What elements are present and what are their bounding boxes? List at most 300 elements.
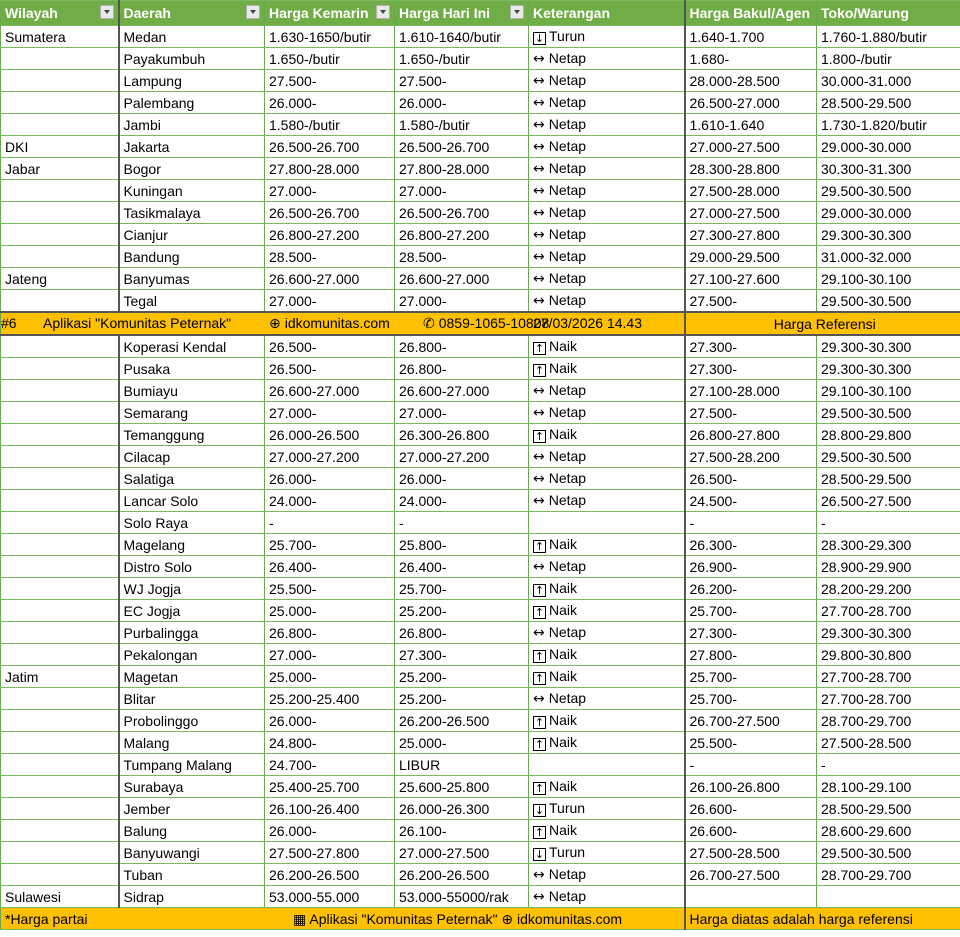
header-keterangan[interactable]: Keterangan — [529, 1, 685, 26]
cell-harga-hari-ini: 25.200- — [395, 688, 529, 710]
cell-harga-bakul: 25.700- — [685, 666, 817, 688]
cell-harga-bakul: 27.100-28.000 — [685, 380, 817, 402]
status-label: Netap — [548, 448, 587, 464]
footer-app-label: Aplikasi "Komunitas Peternak" — [309, 910, 498, 927]
cell-harga-kemarin: 25.000- — [265, 600, 395, 622]
cell-harga-hari-ini: 26.800-27.200 — [395, 224, 529, 246]
banner-datetime: 27/03/2026 14.43 — [533, 315, 642, 331]
footer-ref-note: Harga diatas adalah harga referensi — [685, 908, 960, 930]
table-row — [1, 402, 960, 424]
globe-icon: ⊕ — [269, 316, 281, 332]
cell-harga-kemarin: 28.500- — [265, 246, 395, 268]
status-label: Netap — [548, 204, 587, 220]
cell-keterangan — [529, 666, 685, 688]
cell-toko-warung: 28.900-29.900 — [817, 556, 960, 578]
cell-daerah: Magetan — [119, 666, 265, 688]
status-label: Netap — [548, 888, 587, 904]
cell-toko-warung: 29.800-30.800 — [817, 644, 960, 666]
status-label: Naik — [549, 338, 578, 354]
cell-harga-hari-ini: 27.500- — [395, 70, 529, 92]
flat-arrow-icon: ↔ — [533, 249, 545, 265]
up-arrow-icon: ↑ — [534, 716, 545, 729]
cell-harga-hari-ini: 26.100- — [395, 820, 529, 842]
flat-arrow-icon: ↔ — [533, 625, 545, 641]
table-row — [1, 468, 960, 490]
cell-toko-warung: 28.500-29.500 — [817, 468, 960, 490]
cell-wilayah — [1, 534, 119, 556]
cell-daerah: Malang — [119, 732, 265, 754]
cell-toko-warung: 29.100-30.100 — [817, 268, 960, 290]
cell-wilayah — [1, 468, 119, 490]
cell-harga-kemarin: 26.000- — [265, 468, 395, 490]
cell-harga-kemarin: 26.600-27.000 — [265, 268, 395, 290]
cell-harga-kemarin: 26.200-26.500 — [265, 864, 395, 886]
status-label: Naik — [549, 712, 578, 728]
cell-harga-bakul: 24.500- — [685, 490, 817, 512]
cell-harga-bakul — [685, 886, 817, 908]
cell-daerah: Payakumbuh — [119, 48, 265, 70]
cell-daerah: Palembang — [119, 92, 265, 114]
cell-daerah: EC Jogja — [119, 600, 265, 622]
flat-arrow-icon: ↔ — [533, 293, 545, 309]
cell-daerah: Tasikmalaya — [119, 202, 265, 224]
cell-harga-bakul: 27.500- — [685, 402, 817, 424]
banner-number: #6 — [1, 315, 17, 331]
table-row — [1, 534, 960, 556]
cell-toko-warung: 31.000-32.000 — [817, 246, 960, 268]
cell-harga-kemarin: 1.580-/butir — [265, 114, 395, 136]
cell-keterangan — [529, 776, 685, 798]
flat-arrow-icon: ↔ — [533, 383, 545, 399]
status-label: Netap — [548, 382, 587, 398]
table-row — [1, 490, 960, 512]
table-row — [1, 666, 960, 688]
cell-harga-kemarin: 27.000- — [265, 402, 395, 424]
cell-wilayah — [1, 732, 119, 754]
banner-number-wrap — [1, 315, 17, 331]
cell-harga-hari-ini: 26.500-26.700 — [395, 136, 529, 158]
table-row — [1, 246, 960, 268]
cell-toko-warung: 28.500-29.500 — [817, 92, 960, 114]
cell-harga-kemarin: 53.000-55.000 — [265, 886, 395, 908]
cell-keterangan — [529, 578, 685, 600]
cell-toko-warung: 29.000-30.000 — [817, 136, 960, 158]
banner-phone-label: 0859-1065-10808 — [438, 315, 550, 331]
cell-daerah: Balung — [119, 820, 265, 842]
banner-datetime-wrap — [533, 315, 642, 331]
cell-keterangan — [529, 732, 685, 754]
table-row — [1, 820, 960, 842]
table-row — [1, 710, 960, 732]
cell-wilayah — [1, 180, 119, 202]
cell-toko-warung: 29.000-30.000 — [817, 202, 960, 224]
cell-harga-kemarin: 25.500- — [265, 578, 395, 600]
status-label: Naik — [549, 822, 578, 838]
cell-harga-kemarin: 26.500- — [265, 358, 395, 380]
cell-harga-hari-ini: 1.610-1640/butir — [395, 26, 529, 48]
cell-daerah: Kuningan — [119, 180, 265, 202]
cell-keterangan — [529, 402, 685, 424]
cell-harga-bakul: 26.600- — [685, 798, 817, 820]
table-row — [1, 26, 960, 48]
cell-keterangan — [529, 268, 685, 290]
footer-row — [1, 908, 960, 930]
cell-keterangan — [529, 490, 685, 512]
cell-keterangan — [529, 512, 685, 534]
up-arrow-icon: ↑ — [534, 540, 545, 553]
cell-harga-kemarin: 25.400-25.700 — [265, 776, 395, 798]
cell-daerah: Banyumas — [119, 268, 265, 290]
cell-wilayah — [1, 820, 119, 842]
cell-harga-hari-ini: 26.600-27.000 — [395, 268, 529, 290]
flat-arrow-icon: ↔ — [533, 73, 545, 89]
table-row — [1, 268, 960, 290]
cell-toko-warung: 29.300-30.300 — [817, 622, 960, 644]
cell-wilayah — [1, 512, 119, 534]
cell-harga-bakul: 27.000-27.500 — [685, 136, 817, 158]
cell-harga-kemarin: 1.650-/butir — [265, 48, 395, 70]
cell-harga-kemarin: 24.800- — [265, 732, 395, 754]
info-banner-row — [1, 312, 960, 335]
cell-keterangan — [529, 92, 685, 114]
flat-arrow-icon: ↔ — [533, 183, 545, 199]
cell-keterangan — [529, 202, 685, 224]
cell-harga-hari-ini: 1.580-/butir — [395, 114, 529, 136]
cell-harga-hari-ini: 25.600-25.800 — [395, 776, 529, 798]
up-arrow-icon: ↑ — [534, 364, 545, 377]
table-row — [1, 688, 960, 710]
cell-toko-warung: 27.700-28.700 — [817, 688, 960, 710]
flat-arrow-icon: ↔ — [533, 205, 545, 221]
cell-harga-hari-ini: 26.500-26.700 — [395, 202, 529, 224]
phone-icon: ✆ — [423, 316, 435, 332]
cell-harga-bakul: 1.610-1.640 — [685, 114, 817, 136]
status-label: Netap — [548, 292, 587, 308]
cell-wilayah — [1, 290, 119, 313]
status-label: Naik — [549, 778, 578, 794]
cell-harga-bakul: 27.300-27.800 — [685, 224, 817, 246]
table-row — [1, 798, 960, 820]
cell-keterangan — [529, 180, 685, 202]
footer-note: *Harga partai — [5, 910, 88, 927]
cell-daerah: Bogor — [119, 158, 265, 180]
banner-phone-label-wrap — [423, 315, 549, 332]
cell-harga-kemarin: 26.800- — [265, 622, 395, 644]
status-label: Turun — [549, 800, 586, 816]
cell-wilayah — [1, 556, 119, 578]
status-label: Netap — [548, 404, 587, 420]
flat-arrow-icon: ↔ — [533, 449, 545, 465]
flat-arrow-icon: ↔ — [533, 691, 545, 707]
cell-keterangan — [529, 114, 685, 136]
cell-harga-bakul: 27.100-27.600 — [685, 268, 817, 290]
cell-wilayah — [1, 424, 119, 446]
cell-keterangan — [529, 380, 685, 402]
cell-toko-warung: 29.500-30.500 — [817, 180, 960, 202]
cell-harga-bakul: 26.200- — [685, 578, 817, 600]
cell-wilayah — [1, 446, 119, 468]
table-row — [1, 114, 960, 136]
cell-harga-hari-ini: 26.400- — [395, 556, 529, 578]
cell-toko-warung: 28.200-29.200 — [817, 578, 960, 600]
cell-harga-bakul: 25.500- — [685, 732, 817, 754]
cell-harga-kemarin: 26.400- — [265, 556, 395, 578]
cell-harga-bakul: 27.500-28.200 — [685, 446, 817, 468]
cell-harga-hari-ini: 27.000- — [395, 290, 529, 313]
cell-wilayah — [1, 710, 119, 732]
cell-harga-kemarin: 26.800-27.200 — [265, 224, 395, 246]
cell-wilayah — [1, 380, 119, 402]
cell-harga-bakul: 1.680- — [685, 48, 817, 70]
status-label: Netap — [548, 226, 587, 242]
cell-daerah: Bumiayu — [119, 380, 265, 402]
status-label: Netap — [548, 624, 587, 640]
cell-harga-bakul: 26.900- — [685, 556, 817, 578]
cell-keterangan — [529, 798, 685, 820]
cell-wilayah — [1, 246, 119, 268]
cell-harga-kemarin: 27.800-28.000 — [265, 158, 395, 180]
cell-harga-hari-ini: 28.500- — [395, 246, 529, 268]
flat-arrow-icon: ↔ — [533, 471, 545, 487]
cell-wilayah — [1, 70, 119, 92]
cell-wilayah: Sulawesi — [1, 886, 119, 908]
cell-harga-kemarin: - — [265, 512, 395, 534]
table-row — [1, 290, 960, 313]
cell-harga-hari-ini: 26.800- — [395, 358, 529, 380]
cell-harga-hari-ini: 25.200- — [395, 666, 529, 688]
table-row — [1, 600, 960, 622]
cell-harga-kemarin: 27.000- — [265, 290, 395, 313]
cell-daerah: Surabaya — [119, 776, 265, 798]
up-arrow-icon: ↑ — [534, 430, 545, 443]
table-row — [1, 92, 960, 114]
cell-wilayah — [1, 92, 119, 114]
table-row — [1, 224, 960, 246]
cell-toko-warung: 30.000-31.000 — [817, 70, 960, 92]
cell-toko-warung: 1.730-1.820/butir — [817, 114, 960, 136]
cell-harga-kemarin: 27.500-27.800 — [265, 842, 395, 864]
filter-dropdown-icon[interactable] — [510, 5, 524, 19]
cell-keterangan — [529, 886, 685, 908]
status-label: Netap — [548, 492, 587, 508]
cell-wilayah — [1, 48, 119, 70]
cell-harga-kemarin: 26.600-27.000 — [265, 380, 395, 402]
cell-wilayah — [1, 644, 119, 666]
cell-daerah: Tumpang Malang — [119, 754, 265, 776]
cell-harga-bakul: 26.600- — [685, 820, 817, 842]
cell-toko-warung: 28.500-29.500 — [817, 798, 960, 820]
cell-harga-hari-ini: 27.300- — [395, 644, 529, 666]
header-wilayah[interactable]: Wilayah — [1, 1, 119, 26]
cell-daerah: Temanggung — [119, 424, 265, 446]
cell-harga-bakul: 27.000-27.500 — [685, 202, 817, 224]
cell-harga-hari-ini: 26.600-27.000 — [395, 380, 529, 402]
cell-keterangan — [529, 468, 685, 490]
table-row — [1, 578, 960, 600]
cell-harga-hari-ini: 1.650-/butir — [395, 48, 529, 70]
cell-harga-kemarin: 26.000- — [265, 820, 395, 842]
banner-reference-label: Harga Referensi — [685, 312, 960, 335]
cell-harga-kemarin: 27.000- — [265, 180, 395, 202]
flat-arrow-icon: ↔ — [533, 95, 545, 111]
cell-toko-warung: 28.100-29.100 — [817, 776, 960, 798]
globe-icon: ⊕ — [501, 911, 514, 928]
up-arrow-icon: ↑ — [534, 738, 545, 751]
status-label: Turun — [549, 28, 586, 44]
status-label: Netap — [548, 182, 587, 198]
cell-wilayah: Jatim — [1, 666, 119, 688]
cell-harga-hari-ini: 26.000-26.300 — [395, 798, 529, 820]
flat-arrow-icon: ↔ — [533, 271, 545, 287]
cell-harga-hari-ini: 26.200-26.500 — [395, 864, 529, 886]
up-arrow-icon: ↑ — [534, 650, 545, 663]
status-label: Netap — [548, 94, 587, 110]
cell-keterangan — [529, 70, 685, 92]
cell-daerah: Salatiga — [119, 468, 265, 490]
status-label: Netap — [548, 690, 587, 706]
filter-dropdown-icon[interactable] — [246, 5, 260, 19]
cell-daerah: Tegal — [119, 290, 265, 313]
filter-dropdown-icon[interactable] — [376, 5, 390, 19]
cell-keterangan — [529, 136, 685, 158]
cell-toko-warung: 27.500-28.500 — [817, 732, 960, 754]
cell-daerah: Tuban — [119, 864, 265, 886]
cell-harga-hari-ini: LIBUR — [395, 754, 529, 776]
cell-harga-kemarin: 26.500-26.700 — [265, 202, 395, 224]
table-row — [1, 380, 960, 402]
cell-harga-hari-ini: 25.700- — [395, 578, 529, 600]
cell-toko-warung: 27.700-28.700 — [817, 600, 960, 622]
cell-harga-hari-ini: 27.000-27.500 — [395, 842, 529, 864]
flat-arrow-icon: ↔ — [533, 559, 545, 575]
header-harga-kemarin[interactable]: Harga Kemarin — [265, 1, 395, 26]
cell-harga-bakul: 26.500- — [685, 468, 817, 490]
cell-harga-hari-ini: 26.000- — [395, 468, 529, 490]
cell-harga-kemarin: 27.500- — [265, 70, 395, 92]
down-arrow-icon: ↓ — [534, 848, 545, 861]
cell-daerah: Koperasi Kendal — [119, 335, 265, 358]
up-arrow-icon: ↑ — [534, 342, 545, 355]
cell-wilayah — [1, 335, 119, 358]
table-row — [1, 335, 960, 358]
cell-keterangan — [529, 622, 685, 644]
cell-harga-bakul: 28.000-28.500 — [685, 70, 817, 92]
status-label: Netap — [548, 160, 587, 176]
info-banner — [1, 312, 685, 335]
cell-harga-bakul: 26.800-27.800 — [685, 424, 817, 446]
cell-harga-hari-ini: 26.800- — [395, 335, 529, 358]
cell-harga-bakul: 28.300-28.800 — [685, 158, 817, 180]
status-label: Netap — [548, 248, 587, 264]
status-label: Netap — [548, 50, 587, 66]
status-label: Naik — [549, 580, 578, 596]
cell-wilayah — [1, 358, 119, 380]
table-row — [1, 886, 960, 908]
cell-toko-warung: 29.300-30.300 — [817, 224, 960, 246]
table-row — [1, 842, 960, 864]
cell-keterangan — [529, 820, 685, 842]
cell-harga-bakul: 27.800- — [685, 644, 817, 666]
up-arrow-icon: ↑ — [534, 826, 545, 839]
cell-harga-hari-ini: 24.000- — [395, 490, 529, 512]
cell-daerah: Semarang — [119, 402, 265, 424]
status-label: Naik — [549, 602, 578, 618]
cell-harga-bakul: 25.700- — [685, 688, 817, 710]
cell-keterangan — [529, 534, 685, 556]
cell-harga-hari-ini: 27.800-28.000 — [395, 158, 529, 180]
cell-daerah: Solo Raya — [119, 512, 265, 534]
cell-daerah: Magelang — [119, 534, 265, 556]
banner-app-label-wrap — [43, 315, 231, 331]
cell-harga-kemarin: 26.000- — [265, 710, 395, 732]
cell-daerah: Sidrap — [119, 886, 265, 908]
cell-wilayah: Sumatera — [1, 26, 119, 48]
up-arrow-icon: ↑ — [534, 672, 545, 685]
cell-toko-warung — [817, 886, 960, 908]
banner-web-label: idkomunitas.com — [284, 315, 390, 331]
cell-harga-kemarin: 25.000- — [265, 666, 395, 688]
status-label: Naik — [549, 360, 578, 376]
table-row — [1, 358, 960, 380]
cell-keterangan — [529, 290, 685, 313]
cell-harga-bakul: 25.700- — [685, 600, 817, 622]
cell-wilayah — [1, 202, 119, 224]
table-row — [1, 512, 960, 534]
status-label: Naik — [549, 536, 578, 552]
cell-daerah: Probolinggo — [119, 710, 265, 732]
down-arrow-icon: ↓ — [534, 804, 545, 817]
cell-wilayah — [1, 754, 119, 776]
cell-daerah: Blitar — [119, 688, 265, 710]
cell-daerah: Medan — [119, 26, 265, 48]
header-daerah[interactable]: Daerah — [119, 1, 265, 26]
cell-harga-bakul: 27.500- — [685, 290, 817, 313]
filter-dropdown-icon[interactable] — [100, 5, 114, 19]
building-icon: ▦ — [293, 911, 307, 928]
cell-toko-warung: 28.700-29.700 — [817, 864, 960, 886]
cell-daerah: Jember — [119, 798, 265, 820]
table-row — [1, 754, 960, 776]
cell-daerah: Purbalingga — [119, 622, 265, 644]
cell-toko-warung: 28.700-29.700 — [817, 710, 960, 732]
cell-harga-kemarin: 24.700- — [265, 754, 395, 776]
table-row — [1, 158, 960, 180]
cell-keterangan — [529, 644, 685, 666]
banner-web-label-wrap — [269, 315, 390, 332]
cell-wilayah — [1, 776, 119, 798]
status-label: Netap — [548, 72, 587, 88]
cell-harga-kemarin: 26.000- — [265, 92, 395, 114]
cell-harga-bakul: 27.300- — [685, 622, 817, 644]
cell-wilayah — [1, 688, 119, 710]
cell-daerah: Cilacap — [119, 446, 265, 468]
cell-harga-hari-ini: 26.200-26.500 — [395, 710, 529, 732]
cell-keterangan — [529, 158, 685, 180]
header-row — [1, 1, 960, 26]
cell-harga-kemarin: 26.500-26.700 — [265, 136, 395, 158]
cell-keterangan — [529, 224, 685, 246]
footer-web-label[interactable]: idkomunitas.com — [517, 910, 623, 927]
flat-arrow-icon: ↔ — [533, 889, 545, 905]
cell-harga-bakul: 26.100-26.800 — [685, 776, 817, 798]
cell-harga-hari-ini: 27.000- — [395, 180, 529, 202]
cell-harga-bakul: 27.500-28.000 — [685, 180, 817, 202]
header-harga-hari-ini[interactable]: Harga Hari Ini — [395, 1, 529, 26]
cell-keterangan — [529, 424, 685, 446]
header-toko-warung: Toko/Warung — [817, 1, 960, 26]
cell-wilayah — [1, 842, 119, 864]
cell-harga-bakul: 1.640-1.700 — [685, 26, 817, 48]
